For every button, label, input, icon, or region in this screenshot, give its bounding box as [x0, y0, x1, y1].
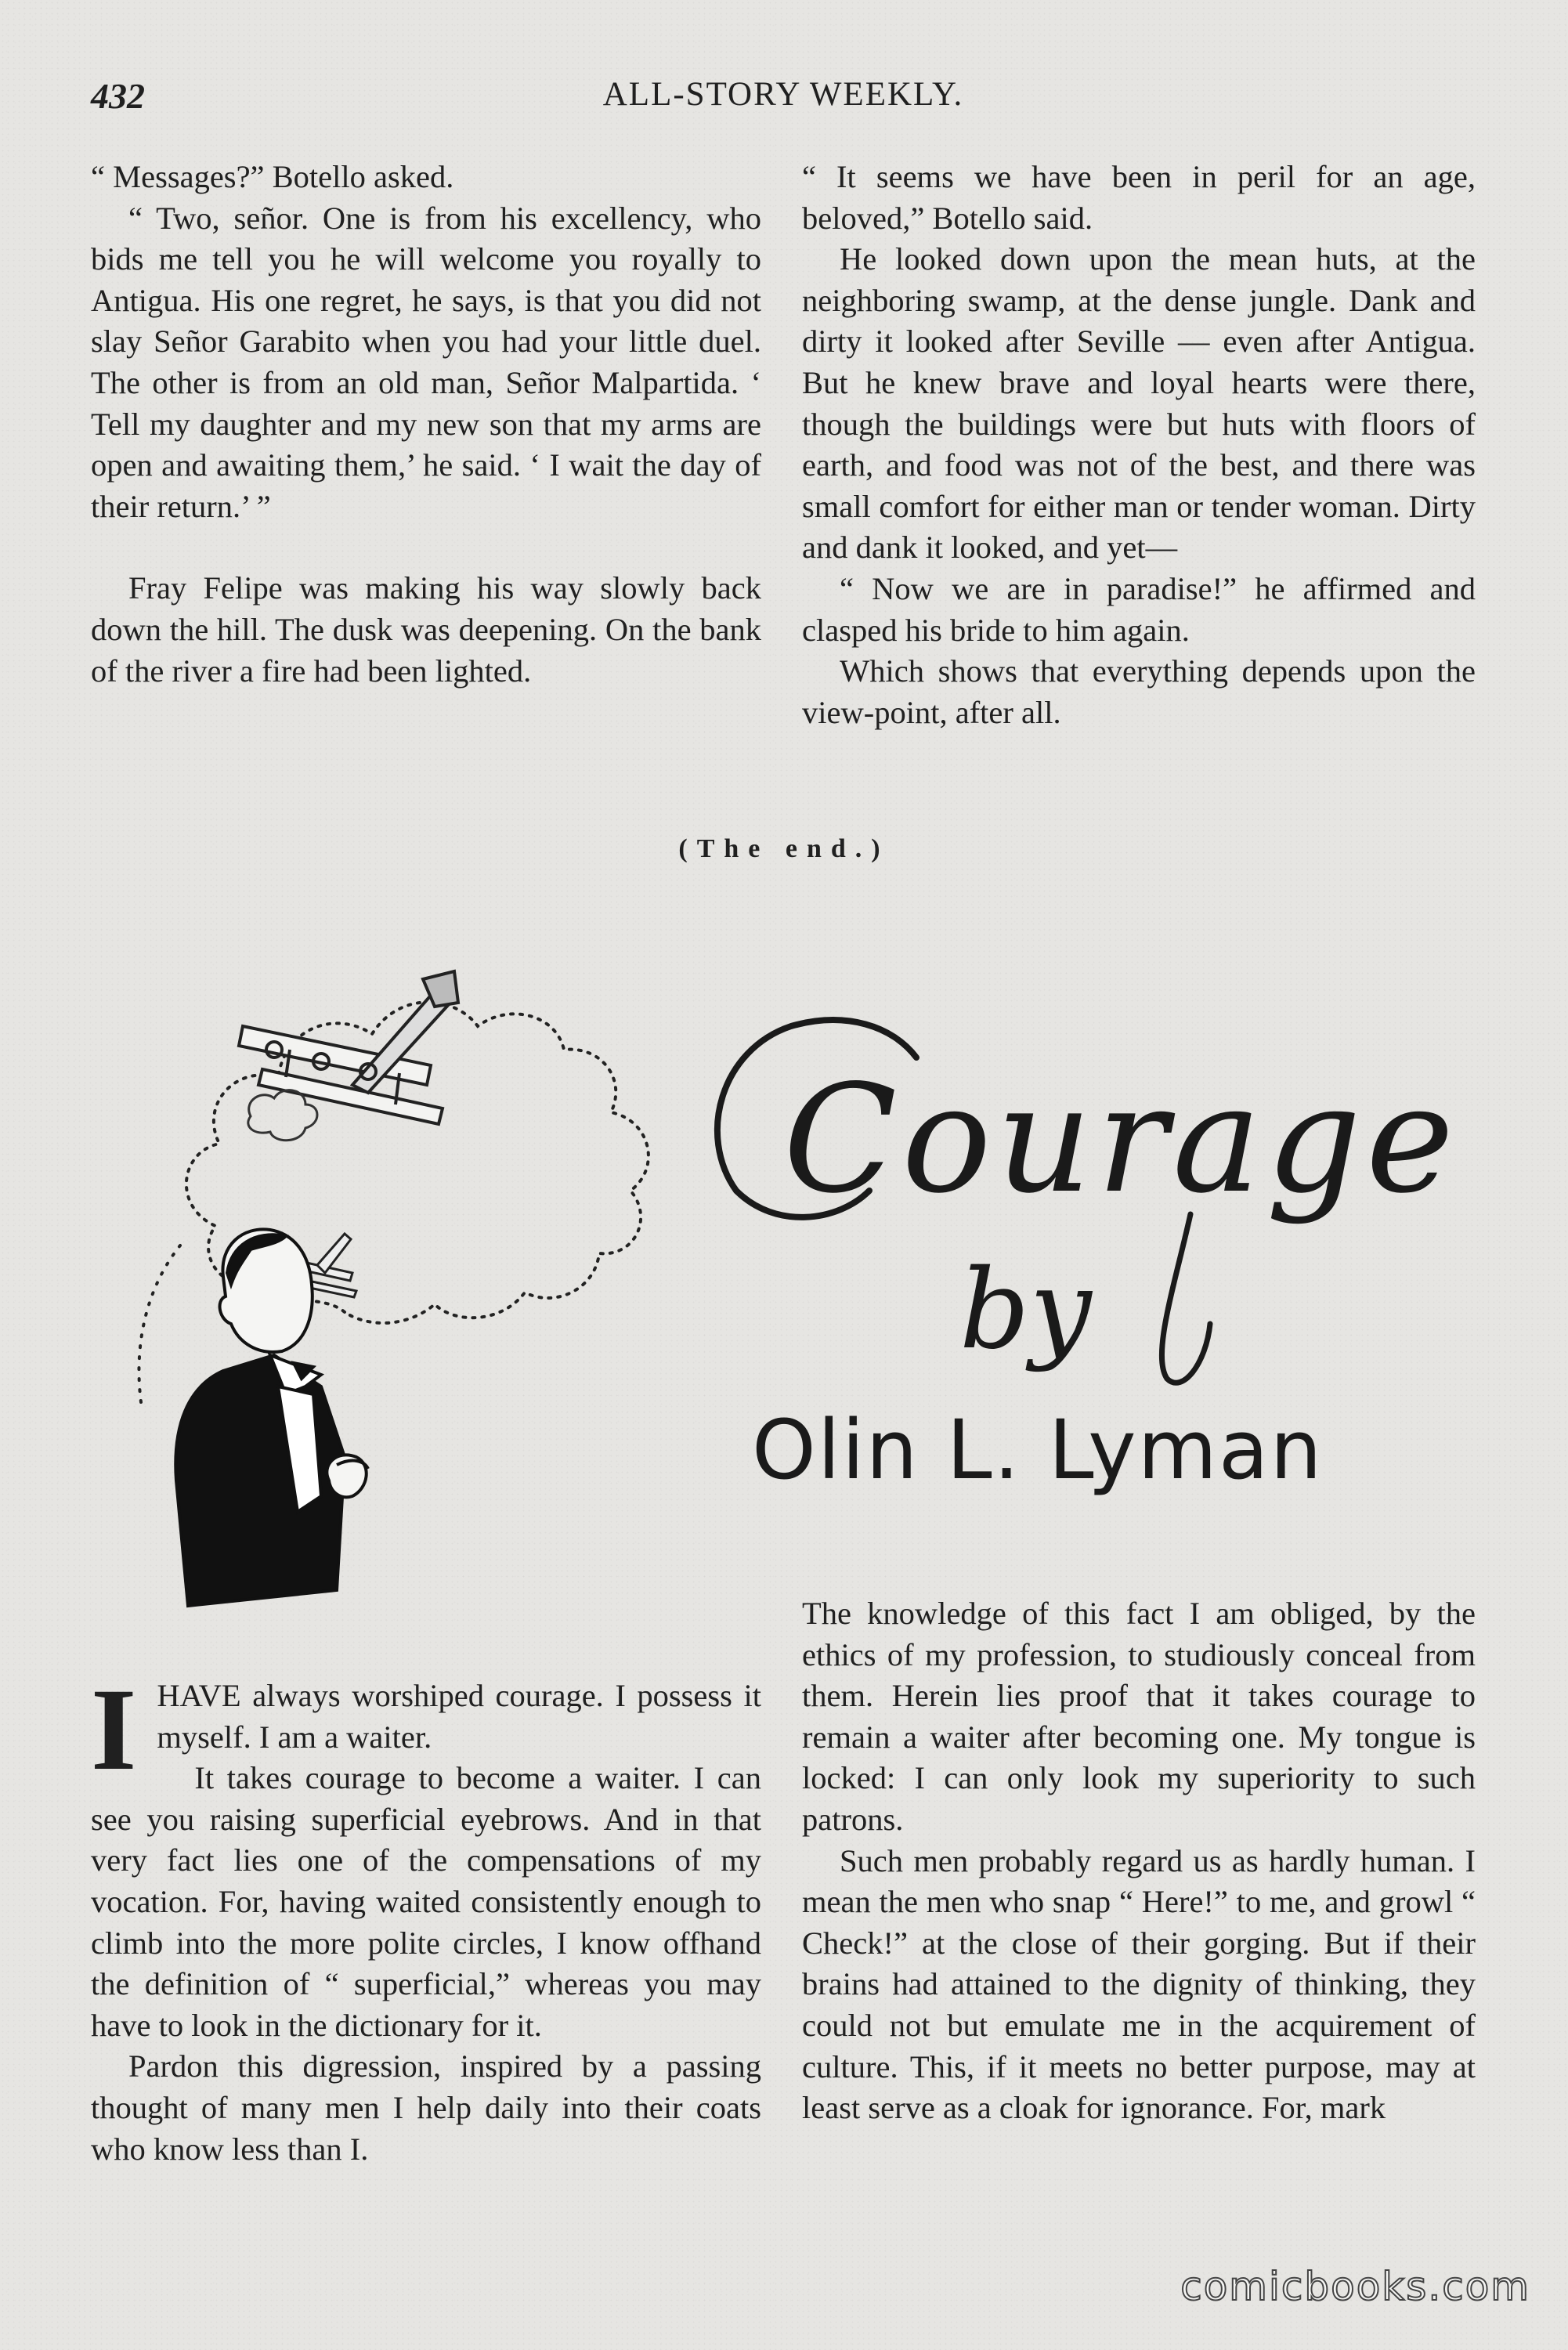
- paragraph: “ It seems we have been in peril for an age, beloved,” Botello said.: [802, 159, 1476, 236]
- smoke-puff: [248, 1090, 317, 1141]
- paragraph: Pardon this digression, inspired by a passing thought of many men I help daily into their coats who know less than I.: [91, 2048, 761, 2167]
- running-head: ALL-STORY WEEKLY.: [602, 76, 964, 113]
- page-number: 432: [91, 76, 145, 116]
- paragraph: The knowledge of this fact I am obliged, by the ethics of my profession, to studiously conceal from them. Herein lies proof that it takes courage to remain a waiter after becoming one. My tongue is locked: I can only look my superiority to such patrons.: [802, 1596, 1476, 1837]
- opening-paragraph: [91, 1665, 761, 1795]
- paragraph: He looked down upon the mean huts, at the neighboring swamp, at the dense jungle. Dank and dirty it looked after Seville — even after Antigua. But he knew brave and loyal hearts were there, though the buildings were but huts with floors of earth, and food was not of the best, and there was small comfort for either man or tender woman. Dirty and dank it looked, and yet––: [802, 241, 1476, 566]
- prev-story-right-column: [802, 157, 1476, 733]
- waiter-dreaming-illustration: [86, 916, 791, 1622]
- paragraph: It takes courage to become a waiter. I can see you raising superficial eyebrows. And in that very fact lies one of the compensations of my vocation. For, having waited consistently enough to climb into the more polite circles, I know offhand the definition of “ superficial,” whereas you may have to look in the dictionary for it.: [91, 1760, 761, 2043]
- paragraph: “ Messages?” Botello asked.: [91, 159, 454, 194]
- story-author: Olin L. Lyman: [752, 1402, 1324, 1498]
- watermark: comicbooks.com: [1180, 2264, 1530, 2309]
- story-left-column: [91, 1665, 761, 2170]
- paragraph: Such men probably regard us as hardly human. I mean the men who snap “ Here!” to me, and growl “ Check!” at the close of their gorging. But if their brains had attained to the dignity of thinking, they could not but emulate me in the acquirement of culture. This, if it meets no better purpose, may at least serve as a cloak for ignorance. For, mark: [802, 1842, 1476, 2126]
- page-header: [91, 75, 1476, 122]
- end-marker: (The end.): [678, 834, 890, 863]
- opening-text: HAVE always worshiped courage. I possess it myself. I am a waiter.: [157, 1678, 761, 1755]
- prev-story-left-column: [91, 157, 761, 692]
- story-right-column: [802, 1593, 1476, 2129]
- paragraph: Fray Felipe was making his way slowly back down the hill. The dusk was deepening. On the bank of the river a fire had been lighted.: [91, 570, 761, 689]
- paragraph: “ Two, señor. One is from his excellency, who bids me tell you he will welcome you royally to Antigua. His one regret, he says, is that you did not slay Señor Garabito when you had your little duel. The other is from an old man, Señor Malpartida. ‘ Tell my daughter and my new son that my arms are open and awaiting them,’ he said. ‘ I wait the day of their return.’ ”: [91, 200, 761, 524]
- drop-cap: I: [91, 1665, 137, 1795]
- byline-by-text: by: [959, 1246, 1092, 1374]
- biplane-large-icon: [239, 971, 458, 1124]
- paragraph: Which shows that everything depends upon the view-point, after all.: [802, 653, 1476, 730]
- story-title: Courage: [783, 1053, 1459, 1226]
- paragraph: “ Now we are in paradise!” he affirmed and clasped his bride to him again.: [802, 570, 1476, 648]
- waiter-figure: [175, 1229, 368, 1606]
